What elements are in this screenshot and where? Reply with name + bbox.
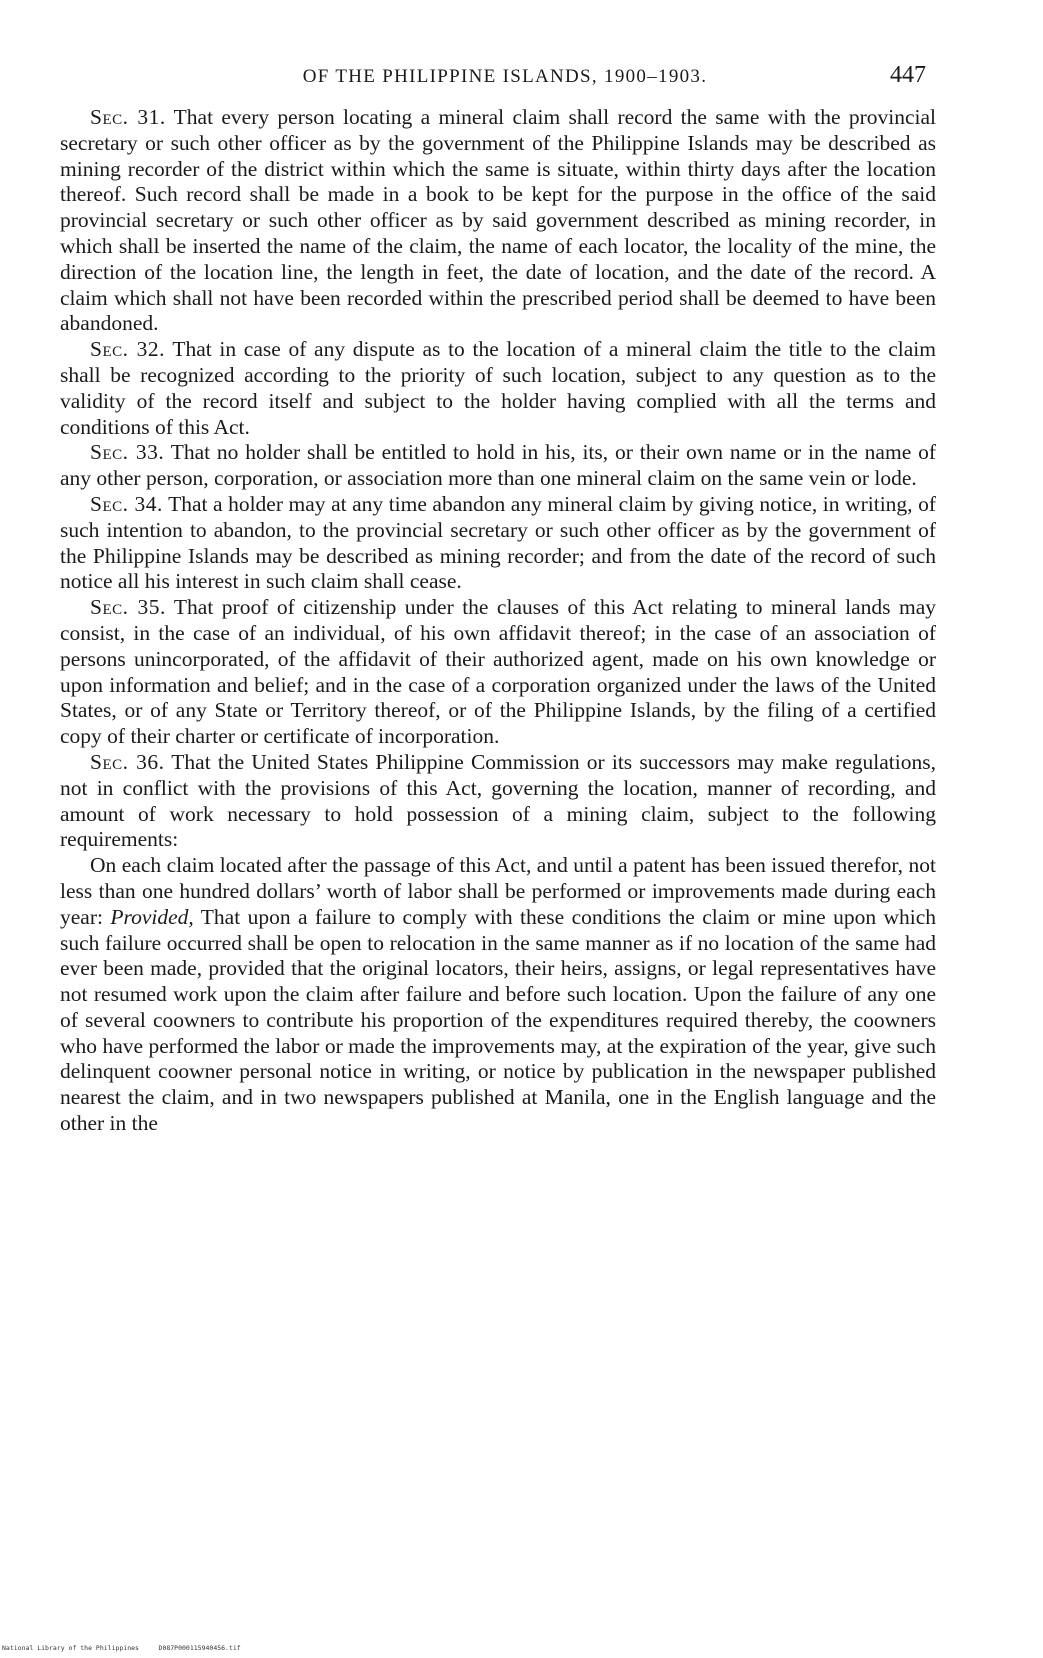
running-head-title: OF THE PHILIPPINE ISLANDS, 1900–1903.: [302, 66, 708, 87]
section-text: That in case of any dispute as to the location of a mineral claim the title to the claim shall be recognized according to the priority of such location, subject to any question as to the validity of the record itself and subject to the holder having complied with all the terms and conditions of this Act.: [60, 337, 936, 439]
scan-footer: National Library of the Philippines D087P000115940456.tif: [2, 1644, 241, 1652]
section-text: That the United States Philippine Commission or its successors may make regulations, not in conflict with the provisions of this Act, governing the location, manner of recording, and amount of work necessary to hold possession of a mining claim, subject to the following requirements:: [60, 749, 936, 852]
section-text: That every person locating a mineral claim shall record the same with the provincial secretary or such other officer as by the government of the Philippine Islands may be described as mining recorder of the district within which the same is situate, within thirty days after the location thereof. Such record shall be made in a book to be kept for the purpose in the office of the said provincial secretary or such other officer as by said government described as mining recorder, in which shall be inserted the name of the claim, the name of each locator, the locality of the mine, the direction of the location line, the length in feet, the date of location, and the date of the record. A claim which shall not have been recorded within the prescribed period shall be deemed to have been abandoned.: [60, 105, 937, 336]
page-number: 447: [890, 62, 926, 88]
section-36-requirements: [60, 853, 936, 1137]
body-text: [60, 105, 936, 1137]
section-33: [60, 440, 936, 492]
section-label: Sec. 33.: [90, 440, 165, 465]
section-32: [60, 337, 936, 440]
section-text: That no holder shall be entitled to hold in his, its, or their own name or in the name of any other person, corporation, or association more than one mineral claim on the same vein or lode.: [60, 440, 936, 491]
section-text: That a holder may at any time abandon any mineral claim by giving notice, in writing, of such intention to abandon, to the provincial secretary or such other officer as by the government of the Philippine Islands may be described as mining recorder; and from the date of the record of such notice all his interest in such claim shall cease.: [60, 491, 936, 594]
section-label: Sec. 36.: [90, 749, 165, 774]
section-label: Sec. 31.: [90, 105, 166, 129]
section-label: Sec. 34.: [90, 491, 163, 516]
paragraph-text-after: That upon a failure to comply with these conditions the claim or mine upon which such failure occurred shall be open to relocation in the same manner as if no location of the same had ever been made, provided that the original locators, their heirs, assigns, or legal representatives have not resumed work upon the claim after failure and before such location. Upon the failure of any one of several coowners to contribute his proportion of the expenditures required thereby, the coowners who have performed the labor or made the improvements may, at the expiration of the year, give such delinquent coowner personal notice in writing, or notice by publication in the newspaper published nearest the claim, and in two newspapers published at Manila, one in the English language and the other in the: [60, 904, 937, 1136]
running-head: [90, 62, 926, 92]
section-35: [60, 595, 936, 750]
section-label: Sec. 32.: [90, 337, 166, 362]
section-36: [60, 750, 936, 853]
section-text: That proof of citizenship under the clauses of this Act relating to mineral lands may consist, in the case of an individual, of his own affidavit thereof; in the case of an association of persons unincorporated, of the affidavit of their authorized agent, made on his own knowledge or upon information and belief; and in the case of a corporation organized under the laws of the United States, or of any State or Territory thereof, or of the Philippine Islands, by the filing of a certified copy of their charter or certificate of incorporation.: [60, 595, 936, 749]
section-label: Sec. 35.: [90, 595, 166, 620]
paragraph-text-before: On each claim located after the passage of this Act, and until a patent has been issued therefor, not less than one hundred dollars’ worth of labor shall be performed or improvements made during each year:: [60, 853, 936, 929]
section-34: [60, 492, 936, 595]
proviso-word: Provided,: [110, 904, 194, 929]
section-31: [60, 105, 936, 337]
